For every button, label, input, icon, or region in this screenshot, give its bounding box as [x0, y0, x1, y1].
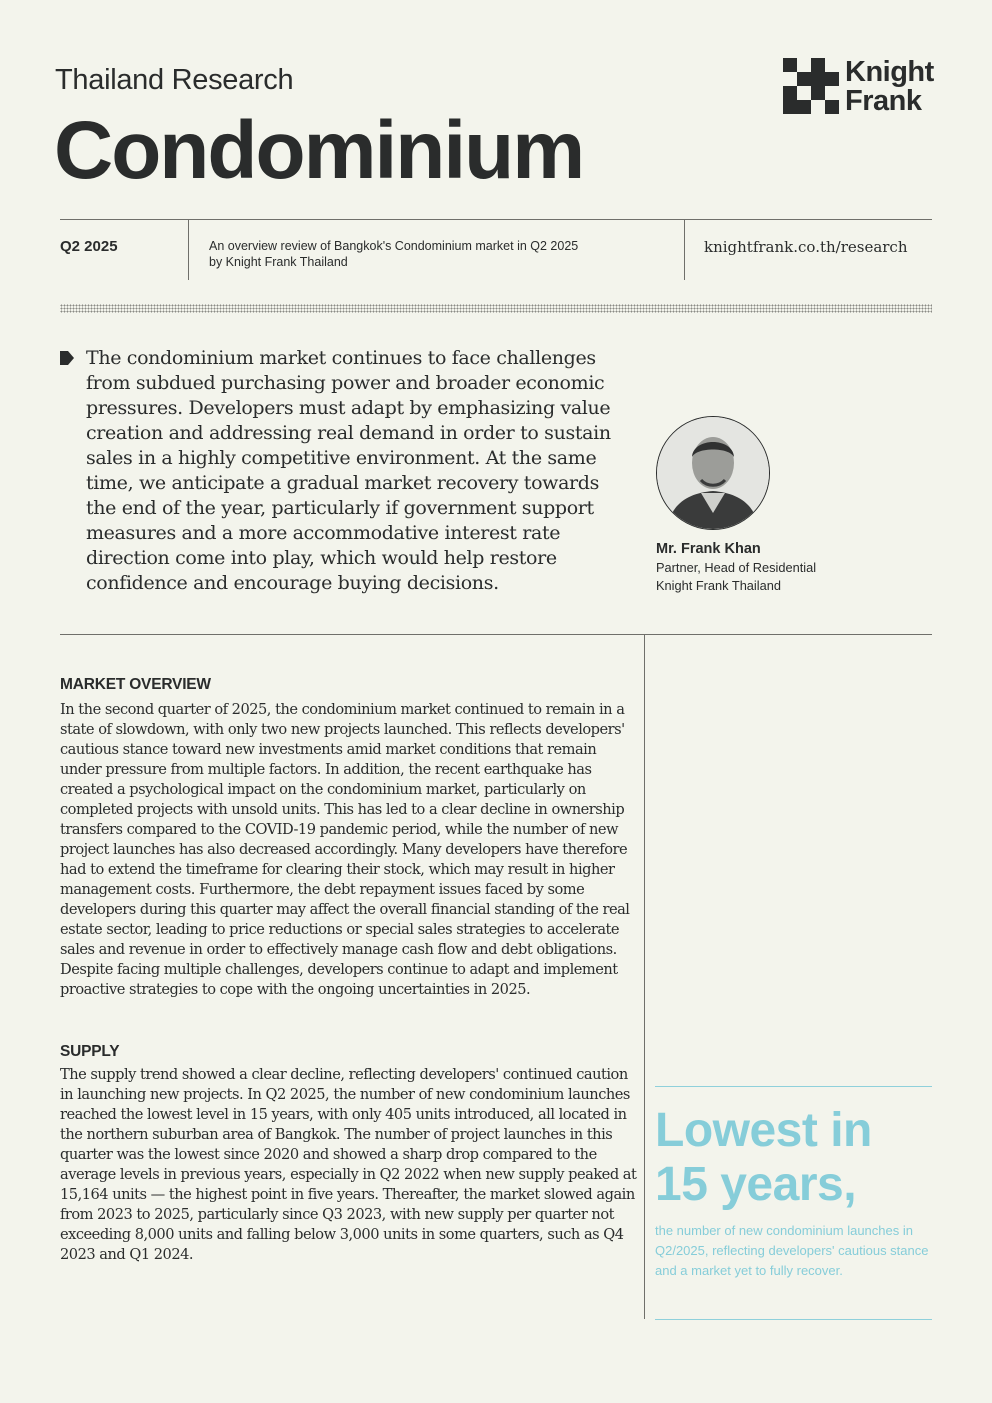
- author-avatar: [656, 416, 770, 530]
- supply-body: The supply trend showed a clear decline, reflecting developers' continued caution in launching new projects. In Q2 2025, the number of new condominium launches reached the lowest level in 15 years, with only 405 units introduced, all located in the northern suburban area of Bangkok. The number of project launches in this quarter was the lowest since 2020 and showed a sharp drop compared to the average levels in previous years, especially in Q2 2022 when new supply peaked at 15,164 units — the highest point in five years. Thereafter, the market slowed again from 2023 to 2025, particularly since Q3 2023, with new supply per quarter not exceeding 8,000 units and falling below 3,000 units in some quarters, such as Q4 2023 and Q1 2024.: [60, 1066, 637, 1263]
- callout-bottom-rule: [655, 1319, 932, 1320]
- column-divider: [644, 634, 645, 1319]
- knight-frank-logo: [783, 58, 933, 116]
- logo-mark-icon: [783, 58, 839, 114]
- author-company: Knight Frank Thailand: [656, 578, 781, 593]
- market-overview-body: In the second quarter of 2025, the condominium market continued to remain in a state of slowdown, with only two new projects launched. This reflects developers' cautious stance toward new investments amid market conditions that remain under pressure from multiple factors. In addition, the recent earthquake has created a psychological impact on the condominium market, particularly on completed projects with unsold units. This has led to a clear decline in ownership transfers compared to the COVID-19 pandemic period, while the number of new project launches has also decreased accordingly. Many developers have therefore had to extend the timeframe for clearing their stock, which may result in higher management costs. Furthermore, the debt repayment issues faced by some developers during this quarter may affect the overall financial standing of the real estate sector, leading to price reductions or special sales strategies to accelerate sales and revenue in order to effectively manage cash flow and debt obligations. Despite facing multiple challenges, developers continue to adapt and implement proactive strategies to cope with the ongoing uncertainties in 2025.: [60, 701, 630, 998]
- author-name: Mr. Frank Khan: [656, 541, 761, 557]
- supply-heading: SUPPLY: [60, 1043, 120, 1060]
- logo-word-knight: Knight: [845, 56, 934, 88]
- callout-headline-line: Lowest in: [655, 1104, 872, 1157]
- section-rule: [60, 634, 932, 635]
- report-description-line: An overview review of Bangkok's Condominium market in Q2 2025: [209, 239, 579, 253]
- page-title: Condominium: [54, 105, 584, 196]
- research-url-link[interactable]: knightfrank.co.th/research: [704, 238, 908, 256]
- callout-top-rule: [655, 1086, 932, 1087]
- report-quarter: Q2 2025: [60, 238, 118, 255]
- info-bar-top-rule: [60, 219, 932, 220]
- info-bar-divider: [188, 219, 189, 280]
- callout-text: the number of new condominium launches in Q2/2025, reflecting developers' cautious stance and a market yet to fully recover.: [655, 1223, 929, 1278]
- author-portrait-icon: [657, 417, 769, 529]
- executive-quote: The condominium market continues to face challenges from subdued purchasing power and broader economic pressures. Developers must adapt by emphasizing value creation and addressing real demand in order to sustain sales in a highly competitive environment. At the same time, we anticipate a gradual market recovery towards the end of the year, particularly if government support measures and a more accommodative interest rate direction come into play, which would help restore confidence and encourage buying decisions.: [86, 347, 611, 594]
- dotted-divider: [60, 304, 932, 313]
- report-description-line: by Knight Frank Thailand: [209, 255, 348, 269]
- market-overview-heading: MARKET OVERVIEW: [60, 676, 211, 693]
- quote-bullet-icon: [60, 351, 74, 365]
- research-label: Thailand Research: [55, 64, 294, 96]
- callout-headline: [655, 1104, 935, 1212]
- author-role: Partner, Head of Residential: [656, 560, 817, 575]
- report-description: [209, 238, 629, 270]
- callout-headline-line: 15 years,: [655, 1158, 857, 1211]
- logo-word-frank: Frank: [845, 85, 922, 117]
- info-bar-divider: [684, 219, 685, 280]
